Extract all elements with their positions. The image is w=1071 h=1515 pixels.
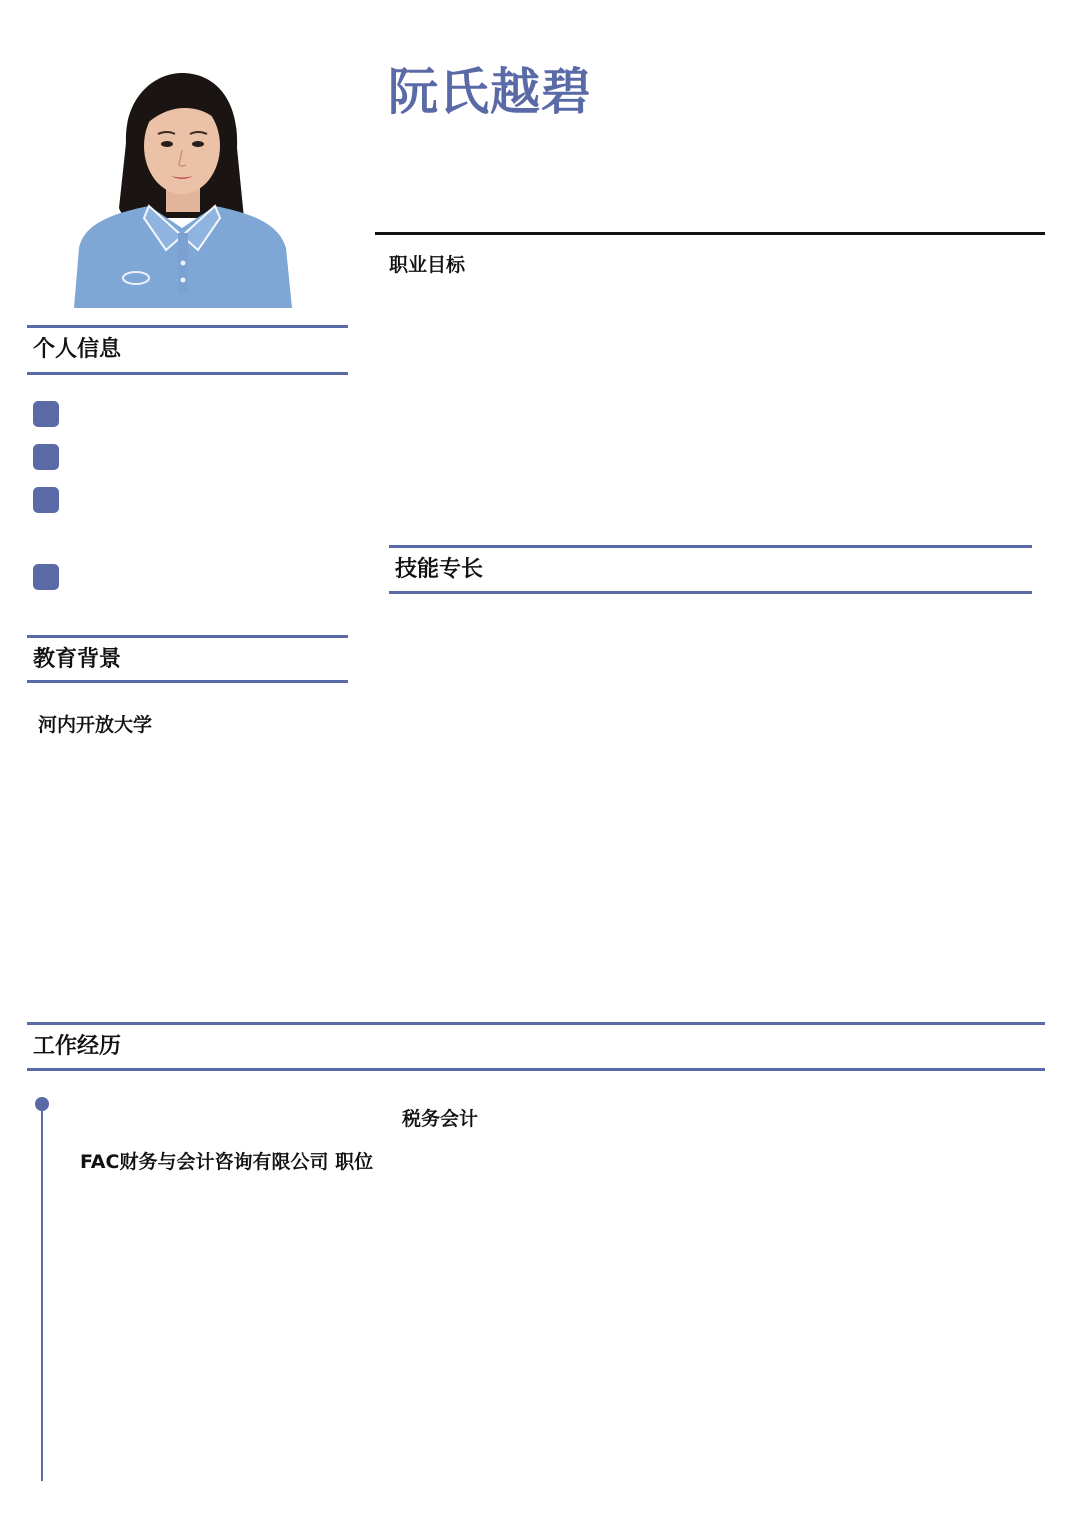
header-divider bbox=[375, 232, 1045, 235]
work-experience-title: 工作经历 bbox=[33, 1034, 122, 1059]
candidate-name: 阮氏越碧 bbox=[388, 63, 592, 121]
work-experience-header bbox=[27, 1022, 1045, 1071]
company-name: FAC财务与会计咨询有限公司 bbox=[80, 1151, 329, 1173]
skills-header bbox=[389, 545, 1032, 594]
personal-info-header bbox=[27, 325, 348, 375]
profile-photo bbox=[74, 68, 292, 308]
position-label: 职位 bbox=[335, 1151, 374, 1173]
education-title: 教育背景 bbox=[33, 647, 122, 672]
job-position: 税务会计 bbox=[402, 1108, 479, 1130]
school-name: 河内开放大学 bbox=[38, 714, 153, 736]
personal-info-title: 个人信息 bbox=[33, 337, 122, 362]
info-icon bbox=[33, 401, 59, 427]
info-icon bbox=[33, 444, 59, 470]
timeline-dot bbox=[35, 1097, 49, 1111]
skills-title: 技能专长 bbox=[395, 557, 484, 582]
info-icon bbox=[33, 564, 59, 590]
job-company-line bbox=[80, 1150, 373, 1175]
objective-title: 职业目标 bbox=[389, 254, 466, 276]
info-icon bbox=[33, 487, 59, 513]
timeline-line bbox=[41, 1110, 43, 1481]
education-header bbox=[27, 635, 348, 683]
